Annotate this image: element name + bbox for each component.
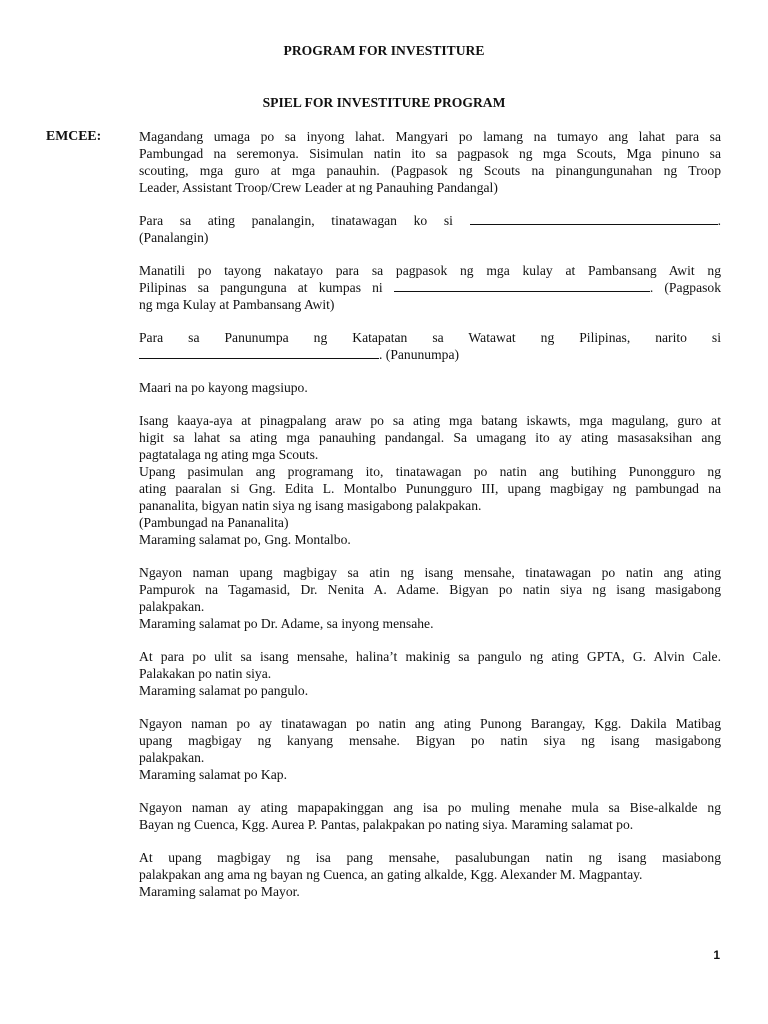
text-line: higit sa lahat sa ating mga panauhing pandangal. Sa umagang ito ay ating masasaksihan ang	[139, 430, 721, 445]
text-line: Upang pasimulan ang programang ito, tinatawagan po natin ang butihing Punongguro ng	[139, 464, 721, 479]
text-line: Maraming salamat po, Gng. Montalbo.	[139, 532, 351, 547]
text-line: At para po ulit sa isang mensahe, halina’t makinig sa pangulo ng ating GPTA, G. Alvin Cale.	[139, 649, 721, 664]
text-segment: .	[717, 213, 721, 228]
fill-in-blank	[139, 346, 379, 359]
paragraph-gpta	[139, 648, 721, 699]
text-line: palakpakan ang ama ng bayan ng Cuenca, an gating alkalde, Kgg. Alexander M. Magpantay.	[139, 867, 643, 882]
paragraph-pledge	[139, 329, 721, 363]
text-line: pagtatalaga ng ating mga Scouts.	[139, 447, 319, 462]
text-line: Pampurok na Tagamasid, Dr. Nenita A. Adame. Bigyan po natin siya ng isang masigabong	[139, 582, 721, 597]
text-line: Maraming salamat po pangulo.	[139, 683, 309, 698]
text-line: ating paaralan si Gng. Edita L. Montalbo Punungguro III, upang magbigay ng pambungad na	[139, 481, 721, 496]
text-line: ng mga Kulay at Pambansang Awit)	[139, 297, 335, 312]
text-line: (Panalangin)	[139, 230, 209, 245]
text-line: Pambungad na seremonya. Sisimulan natin ito sa pagpasok ng mga Scouts, Mga pinuno sa	[139, 146, 721, 161]
text-line: Maraming salamat po Dr. Adame, sa inyong mensahe.	[139, 616, 434, 631]
text-line: Maraming salamat po Mayor.	[139, 884, 300, 899]
paragraph-supervisor	[139, 564, 721, 632]
spiel-body	[139, 128, 721, 900]
paragraph-barangay	[139, 715, 721, 783]
text-line: (Pambungad na Pananalita)	[139, 515, 289, 530]
text-line: At upang magbigay ng isa pang mensahe, pasalubungan natin ng isang masiabong	[139, 850, 721, 865]
text-line	[139, 212, 721, 229]
document-title: PROGRAM FOR INVESTITURE	[283, 43, 485, 58]
text-line: palakpakan.	[139, 750, 205, 765]
paragraph-seated	[139, 379, 721, 396]
speaker-label: EMCEE:	[46, 128, 102, 143]
text-line: palakpakan.	[139, 599, 205, 614]
fill-in-blank	[394, 279, 650, 292]
text-line: Isang kaaya-aya at pinagpalang araw po sa ating mga batang iskawts, mga magulang, guro at	[139, 413, 721, 428]
text-segment: . (Panunumpa)	[379, 347, 460, 362]
text-line: Manatili po tayong nakatayo para sa pagpasok ng mga kulay at Pambansang Awit ng	[139, 263, 721, 278]
text-segment: Para sa ating panalangin, tinatawagan ko si	[139, 213, 453, 228]
paragraph-prayer	[139, 212, 721, 246]
text-line: Maraming salamat po Kap.	[139, 767, 287, 782]
text-line: Magandang umaga po sa inyong lahat. Mangyari po lamang na tumayo ang lahat para sa	[139, 129, 721, 144]
text-line: Bayan ng Cuenca, Kgg. Aurea P. Pantas, palakpakan po nating siya. Maraming salamat po.	[139, 817, 634, 832]
text-line: scouting, mga guro at mga panauhin. (Pagpasok ng Scouts na pinangungunahan ng Troop	[139, 163, 721, 178]
text-segment: . (Pagpasok	[649, 280, 721, 295]
text-line: Para sa Panunumpa ng Katapatan sa Watawat ng Pilipinas, narito si	[139, 330, 721, 345]
text-line: Palakakan po natin siya.	[139, 666, 272, 681]
paragraph-mayor	[139, 849, 721, 900]
text-line: Maari na po kayong magsiupo.	[139, 380, 308, 395]
text-line: upang magbigay ng kanyang mensahe. Bigyan po natin siya ng isang masigabong	[139, 733, 721, 748]
text-line	[139, 279, 721, 296]
paragraph-colors	[139, 262, 721, 313]
text-line: Ngayon naman ay ating mapapakinggan ang isa po muling menahe mula sa Bise-alkalde ng	[139, 800, 721, 815]
text-line: Ngayon naman upang magbigay sa atin ng isang mensahe, tinatawagan po natin ang ating	[139, 565, 721, 580]
text-segment: Pilipinas sa pangunguna at kumpas ni	[139, 280, 383, 295]
text-line: pananalita, bigyan natin siya ng isang masigabong palakpakan.	[139, 498, 482, 513]
document-subtitle: SPIEL FOR INVESTITURE PROGRAM	[262, 95, 506, 110]
text-line: Leader, Assistant Troop/Crew Leader at ng Panauhing Pandangal)	[139, 180, 498, 195]
paragraph-vice-mayor	[139, 799, 721, 833]
text-line	[139, 346, 721, 363]
paragraph-opening	[139, 128, 721, 196]
fill-in-blank	[470, 212, 718, 225]
page-number: 1	[713, 948, 720, 962]
text-line: Ngayon naman po ay tinatawagan po natin ang ating Punong Barangay, Kgg. Dakila Matibag	[139, 716, 721, 731]
paragraph-welcome	[139, 412, 721, 548]
